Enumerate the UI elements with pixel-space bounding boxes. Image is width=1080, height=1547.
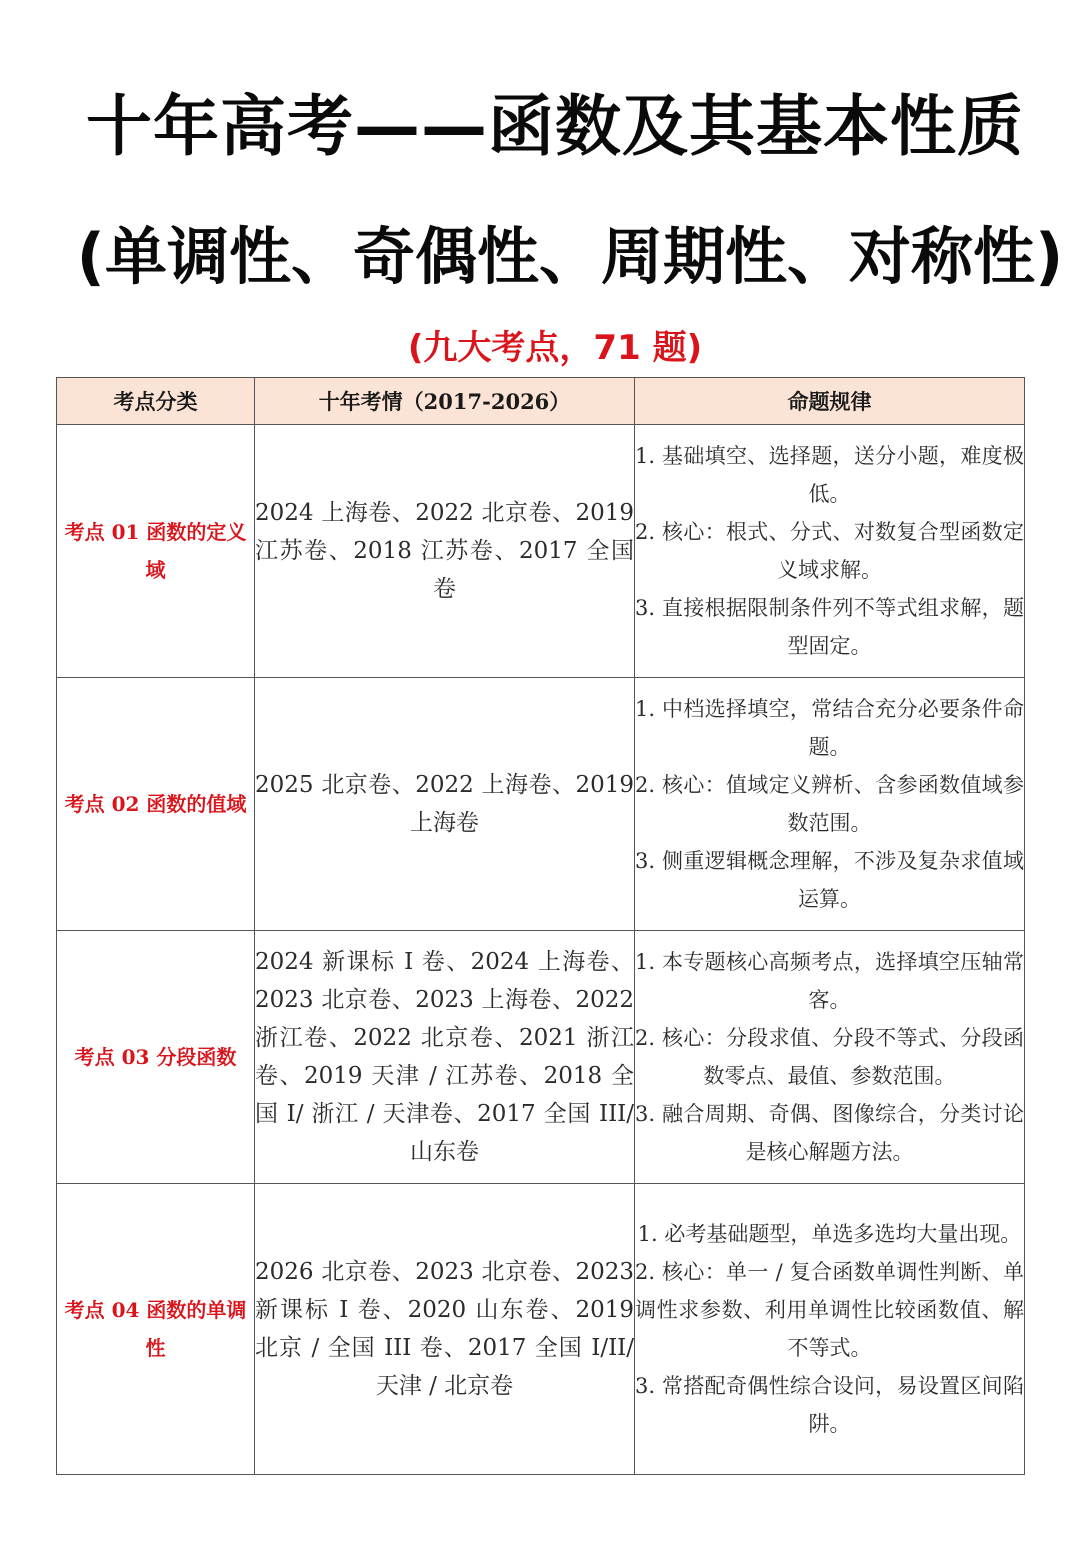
rule-item: 2. 核心：分段求值、分段不等式、分段函数零点、最值、参数范围。	[635, 1026, 1024, 1088]
table-row	[57, 1184, 1025, 1475]
rules-cell	[635, 425, 1025, 678]
column-header-rules: 命题规律	[635, 378, 1025, 425]
years-cell: 2024 上海卷、2022 北京卷、2019 江苏卷、2018 江苏卷、2017 全国卷	[255, 425, 635, 678]
exam-points-table	[56, 377, 1025, 1475]
years-cell: 2024 新课标 I 卷、2024 上海卷、2023 北京卷、2023 上海卷、2022 浙江卷、2022 北京卷、2021 浙江卷、2019 天津 / 江苏卷、2018 全国 I/ 浙江 / 天津卷、2017 全国 III/ 山东卷	[255, 931, 635, 1184]
rule-item: 1. 中档选择填空，常结合充分必要条件命题。	[635, 697, 1024, 759]
table-row	[57, 931, 1025, 1184]
rule-item: 2. 核心：根式、分式、对数复合型函数定义域求解。	[635, 520, 1024, 582]
rule-item: 1. 基础填空、选择题，送分小题，难度极低。	[635, 444, 1024, 506]
rule-item: 2. 核心：单一 / 复合函数单调性判断、单调性求参数、利用单调性比较函数值、解不等式。	[635, 1260, 1024, 1360]
category-cell: 考点 03 分段函数	[57, 931, 255, 1184]
years-cell: 2025 北京卷、2022 上海卷、2019 上海卷	[255, 678, 635, 931]
table-header-row	[57, 378, 1025, 425]
rule-item: 3. 常搭配奇偶性综合设问，易设置区间陷阱。	[635, 1374, 1024, 1436]
rules-cell	[635, 1184, 1025, 1475]
main-subtitle-topics: (单调性、奇偶性、周期性、对称性)	[76, 220, 1064, 293]
rules-cell	[635, 931, 1025, 1184]
category-cell: 考点 02 函数的值域	[57, 678, 255, 931]
rule-item: 1. 本专题核心高频考点，选择填空压轴常客。	[635, 950, 1024, 1012]
table-row	[57, 678, 1025, 931]
table-row	[57, 425, 1025, 678]
rule-item: 3. 直接根据限制条件列不等式组求解，题型固定。	[635, 596, 1024, 658]
main-title: 十年高考——函数及其基本性质	[86, 88, 1024, 165]
column-header-years: 十年考情（2017-2026）	[255, 378, 635, 425]
rule-item: 3. 融合周期、奇偶、图像综合，分类讨论是核心解题方法。	[635, 1102, 1024, 1164]
rule-item: 2. 核心：值域定义辨析、含参函数值域参数范围。	[635, 773, 1024, 835]
subtitle-summary: (九大考点，71 题)	[407, 328, 703, 368]
category-cell: 考点 01 函数的定义域	[57, 425, 255, 678]
rules-cell	[635, 678, 1025, 931]
rule-item: 1. 必考基础题型，单选多选均大量出现。	[637, 1222, 1022, 1246]
rule-item: 3. 侧重逻辑概念理解，不涉及复杂求值域运算。	[635, 849, 1024, 911]
category-cell: 考点 04 函数的单调性	[57, 1184, 255, 1475]
years-cell: 2026 北京卷、2023 北京卷、2023 新课标 I 卷、2020 山东卷、2019 北京 / 全国 III 卷、2017 全国 I/II/ 天津 / 北京卷	[255, 1184, 635, 1475]
column-header-category: 考点分类	[57, 378, 255, 425]
